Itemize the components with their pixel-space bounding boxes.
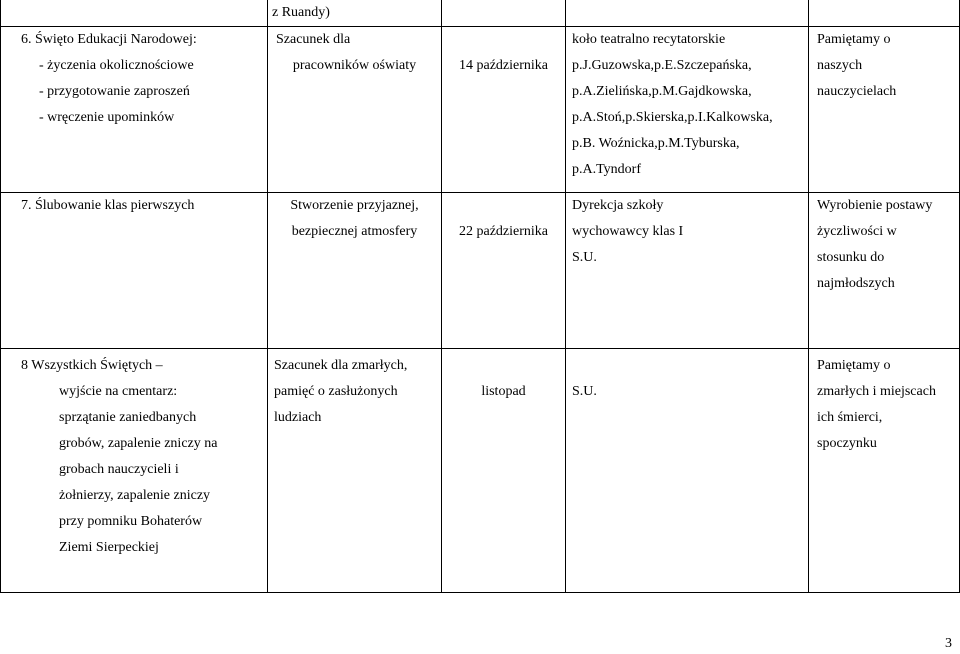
cell-line: pracowników oświaty — [292, 58, 417, 73]
cell-date — [442, 0, 566, 27]
cell-line: p.A.Stoń,p.Skierska,p.I.Kalkowska, — [572, 110, 773, 125]
cell-line: z Ruandy) — [272, 5, 330, 20]
cell-line: Pamiętamy o — [817, 32, 891, 47]
cell-goal — [268, 27, 442, 193]
cell-line: ludziach — [274, 410, 322, 425]
cell-line: 22 października — [458, 224, 548, 239]
cell-line: 7. Ślubowanie klas pierwszych — [21, 198, 195, 213]
cell-line: grobach nauczycieli i — [59, 462, 179, 477]
cell-effect — [809, 349, 960, 593]
cell-line: zmarłych i miejscach — [817, 384, 936, 399]
cell-date — [442, 27, 566, 193]
cell-line: ich śmierci, — [817, 410, 883, 425]
cell-line: Szacunek dla zmarłych, — [274, 358, 408, 373]
cell-line: Szacunek dla — [276, 32, 351, 47]
cell-line: najmłodszych — [817, 276, 895, 291]
cell-line — [446, 353, 561, 379]
cell-line: p.J.Guzowska,p.E.Szczepańska, — [572, 58, 752, 73]
cell-line: wychowawcy klas I — [572, 224, 684, 239]
cell-event — [1, 27, 268, 193]
cell-line: S.U. — [572, 250, 597, 265]
cell-line: naszych — [817, 58, 863, 73]
cell-line: - przygotowanie zaproszeń — [39, 84, 190, 99]
cell-event — [1, 193, 268, 349]
cell-effect — [809, 193, 960, 349]
cell-responsible — [566, 349, 809, 593]
cell-event — [1, 349, 268, 593]
cell-line: wyjście na cmentarz: — [59, 384, 178, 399]
cell-line: Wyrobienie postawy — [817, 198, 933, 213]
cell-line: żołnierzy, zapalenie zniczy — [59, 488, 211, 503]
cell-line: sprzątanie zaniedbanych — [59, 410, 197, 425]
cell-line — [572, 353, 804, 379]
cell-line: listopad — [481, 384, 526, 399]
cell-line: nauczycielach — [817, 84, 897, 99]
table-row-continuation — [1, 0, 960, 27]
cell-line: 8 Wszystkich Świętych – — [21, 358, 163, 373]
cell-responsible — [566, 27, 809, 193]
cell-line: Stworzenie przyjaznej, — [290, 198, 419, 213]
cell-line: Pamiętamy o — [817, 358, 891, 373]
cell-line: Ziemi Sierpeckiej — [59, 540, 159, 555]
cell-responsible — [566, 0, 809, 27]
cell-line: p.B. Woźnicka,p.M.Tyburska, — [572, 136, 740, 151]
cell-effect — [809, 27, 960, 193]
table-row-7 — [1, 193, 960, 349]
cell-line: Dyrekcja szkoły — [572, 198, 664, 213]
cell-line: - wręczenie upominków — [39, 110, 175, 125]
table-row-8 — [1, 349, 960, 593]
cell-line: koło teatralno recytatorskie — [572, 32, 726, 47]
cell-line: - życzenia okolicznościowe — [39, 58, 194, 73]
cell-effect — [809, 0, 960, 27]
cell-event — [1, 0, 268, 27]
cell-line: spoczynku — [817, 436, 877, 451]
cell-line: przy pomniku Bohaterów — [59, 514, 203, 529]
cell-line: bezpiecznej atmosfery — [291, 224, 418, 239]
cell-line: 6. Święto Edukacji Narodowej: — [21, 32, 197, 47]
cell-line — [446, 27, 561, 53]
cell-line: stosunku do — [817, 250, 885, 265]
cell-date — [442, 193, 566, 349]
cell-line: p.A.Zielińska,p.M.Gajdkowska, — [572, 84, 752, 99]
cell-line: 14 października — [458, 58, 548, 73]
cell-line — [446, 193, 561, 219]
table-row-6 — [1, 27, 960, 193]
cell-line: pamięć o zasłużonych — [274, 384, 398, 399]
cell-goal — [268, 193, 442, 349]
cell-goal — [268, 0, 442, 27]
cell-line: grobów, zapalenie zniczy na — [59, 436, 218, 451]
cell-line: życzliwości w — [817, 224, 897, 239]
page-number: 3 — [945, 636, 952, 651]
cell-line: S.U. — [572, 384, 597, 399]
cell-responsible — [566, 193, 809, 349]
cell-goal — [268, 349, 442, 593]
cell-line: p.A.Tyndorf — [572, 162, 642, 177]
cell-date — [442, 349, 566, 593]
